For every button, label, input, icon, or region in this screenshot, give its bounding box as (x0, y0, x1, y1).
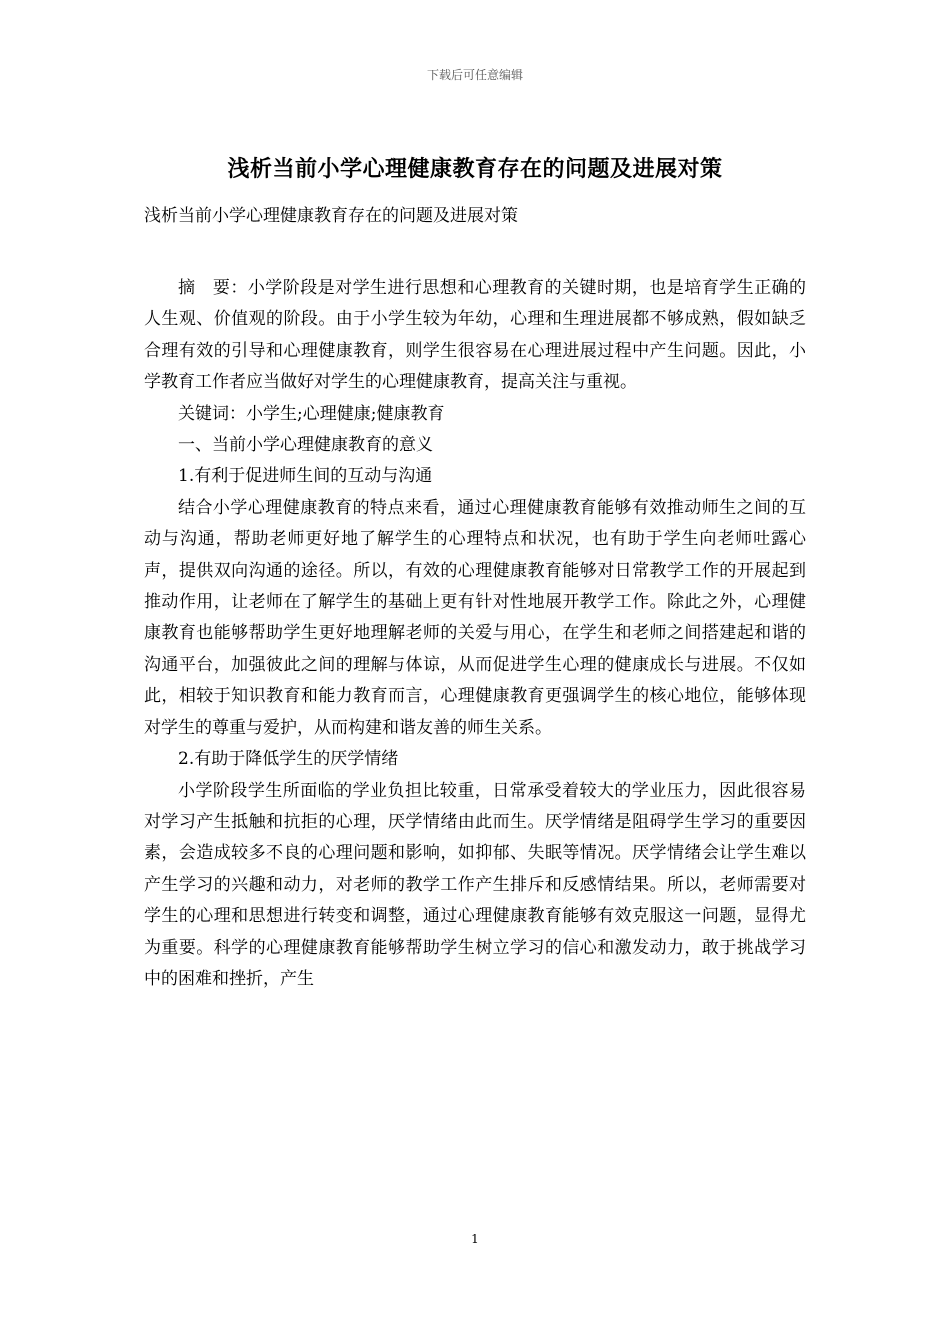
document-subtitle: 浅析当前小学心理健康教育存在的问题及进展对策 (144, 206, 518, 226)
body-paragraph: 结合小学心理健康教育的特点来看，通过心理健康教育能够有效推动师生之间的互动与沟通，帮助老师更好地了解学生的心理特点和状况，也有助于学生向老师吐露心声，提供双向沟通的途径。所以，有效的心理健康教育能够对日常教学工作的开展起到推动作用，让老师在了解学生的基础上更有针对性地展开教学工作。除此之外，心理健康教育也能够帮助学生更好地理解老师的关爱与用心，在学生和老师之间搭建起和谐的沟通平台，加强彼此之间的理解与体谅，从而促进学生心理的健康成长与进展。不仅如此，相较于知识教育和能力教育而言，心理健康教育更强调学生的核心地位，能够体现对学生的尊重与爱护，从而构建和谐友善的师生关系。 (144, 497, 806, 738)
abstract-paragraph: 摘 要：小学阶段是对学生进行思想和心理教育的关键时期，也是培育学生正确的人生观、价值观的阶段。由于小学生较为年幼，心理和生理进展都不够成熟，假如缺乏合理有效的引导和心理健康教育，则学生很容易在心理进展过程中产生问题。因此，小学教育工作者应当做好对学生的心理健康教育，提高关注与重视。 (144, 278, 806, 393)
body-paragraph: 小学阶段学生所面临的学业负担比较重，日常承受着较大的学业压力，因此很容易对学习产生抵触和抗拒的心理，厌学情绪由此而生。厌学情绪是阻碍学生学习的重要因素，会造成较多不良的心理问题和影响，如抑郁、失眠等情况。厌学情绪会让学生难以产生学习的兴趣和动力，对老师的教学工作产生排斥和反感情结果。所以，老师需要对学生的心理和思想进行转变和调整，通过心理健康教育能够有效克服这一问题，显得尤为重要。科学的心理健康教育能够帮助学生树立学习的信心和激发动力，敢于挑战学习中的困难和挫折，产生 (144, 780, 806, 989)
page-number: 1 (471, 1232, 479, 1246)
document-body (144, 273, 806, 995)
keywords-paragraph: 关键词：小学生;心理健康;健康教育 (178, 403, 445, 424)
subsection-heading: 1.有利于促进师生间的互动与沟通 (178, 466, 433, 487)
section-heading: 一、当前小学心理健康教育的意义 (178, 435, 433, 456)
page-header: 下载后可任意编辑 (426, 68, 523, 82)
subsection-heading: 2.有助于降低学生的厌学情绪 (178, 749, 399, 770)
document-title: 浅析当前小学心理健康教育存在的问题及进展对策 (227, 156, 723, 182)
